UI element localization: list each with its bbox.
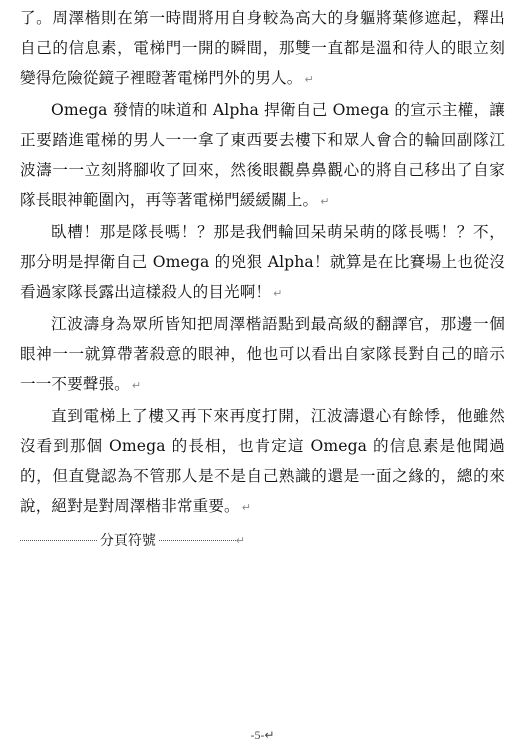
paragraph-3-text: 臥槽！那是隊長嗎！？那是我們輪回呆萌呆萌的隊長嗎！？不，那分明是捍衛自己 Omega 的兇狠 Alpha！就算是在比賽場上也從沒看過家隊長露出這樣殺人的目光啊！ bbox=[20, 223, 505, 301]
page-break bbox=[20, 530, 245, 550]
paragraph-1-text: 了。周澤楷則在第一時間將用自身較為高大的身軀將葉修遮起，釋出自己的信息素，電梯門一開的瞬間，那雙一直都是溫和待人的眼立刻變得危險從鏡子裡瞪著電梯門外的男人。 bbox=[20, 9, 505, 87]
paragraph-mark-icon: ↵ bbox=[235, 533, 245, 547]
page-break-line-left bbox=[20, 540, 97, 541]
paragraph-mark-icon: ↵ bbox=[241, 501, 252, 514]
paragraph-mark-icon: ↵ bbox=[131, 379, 142, 392]
paragraph-5 bbox=[20, 401, 505, 523]
paragraph-mark-icon: ↵ bbox=[304, 73, 314, 86]
body-text bbox=[20, 3, 505, 523]
paragraph-1 bbox=[20, 3, 505, 95]
paragraph-2 bbox=[20, 95, 505, 217]
paragraph-2-text: Omega 發情的味道和 Alpha 捍衛自己 Omega 的宣示主權，讓正要踏進電梯的男人一一拿了東西要去樓下和眾人會合的輪回副隊江波濤一一立刻將腳收了回來，然後眼觀鼻鼻觀心的將自己移出了自家隊長眼神範圍內，再等著電梯門緩緩關上。 bbox=[20, 101, 505, 209]
paragraph-4 bbox=[20, 309, 505, 401]
paragraph-mark-icon: ↵ bbox=[320, 195, 330, 208]
page-number-footer: -5-↵ bbox=[250, 728, 275, 742]
page-break-line-right bbox=[159, 540, 236, 541]
paragraph-4-text: 江波濤身為眾所皆知把周澤楷語點到最高級的翻譯官，那邊一個眼神一一就算帶著殺意的眼神，他也可以看出自家隊長對自己的暗示一一不要聲張。 bbox=[20, 315, 505, 393]
paragraph-5-text: 直到電梯上了樓又再下來再度打開，江波濤還心有餘悸，他雖然沒看到那個 Omega 的長相，也肯定這 Omega 的信息素是他聞過的，但直覺認為不管那人是不是自己熟識的還是一面之緣的，總的來說，絕對是對周澤楷非常重要。 bbox=[20, 407, 505, 515]
paragraph-mark-icon: ↵ bbox=[273, 287, 283, 300]
page-break-label: 分頁符號 bbox=[99, 533, 156, 549]
paragraph-3 bbox=[20, 217, 505, 309]
